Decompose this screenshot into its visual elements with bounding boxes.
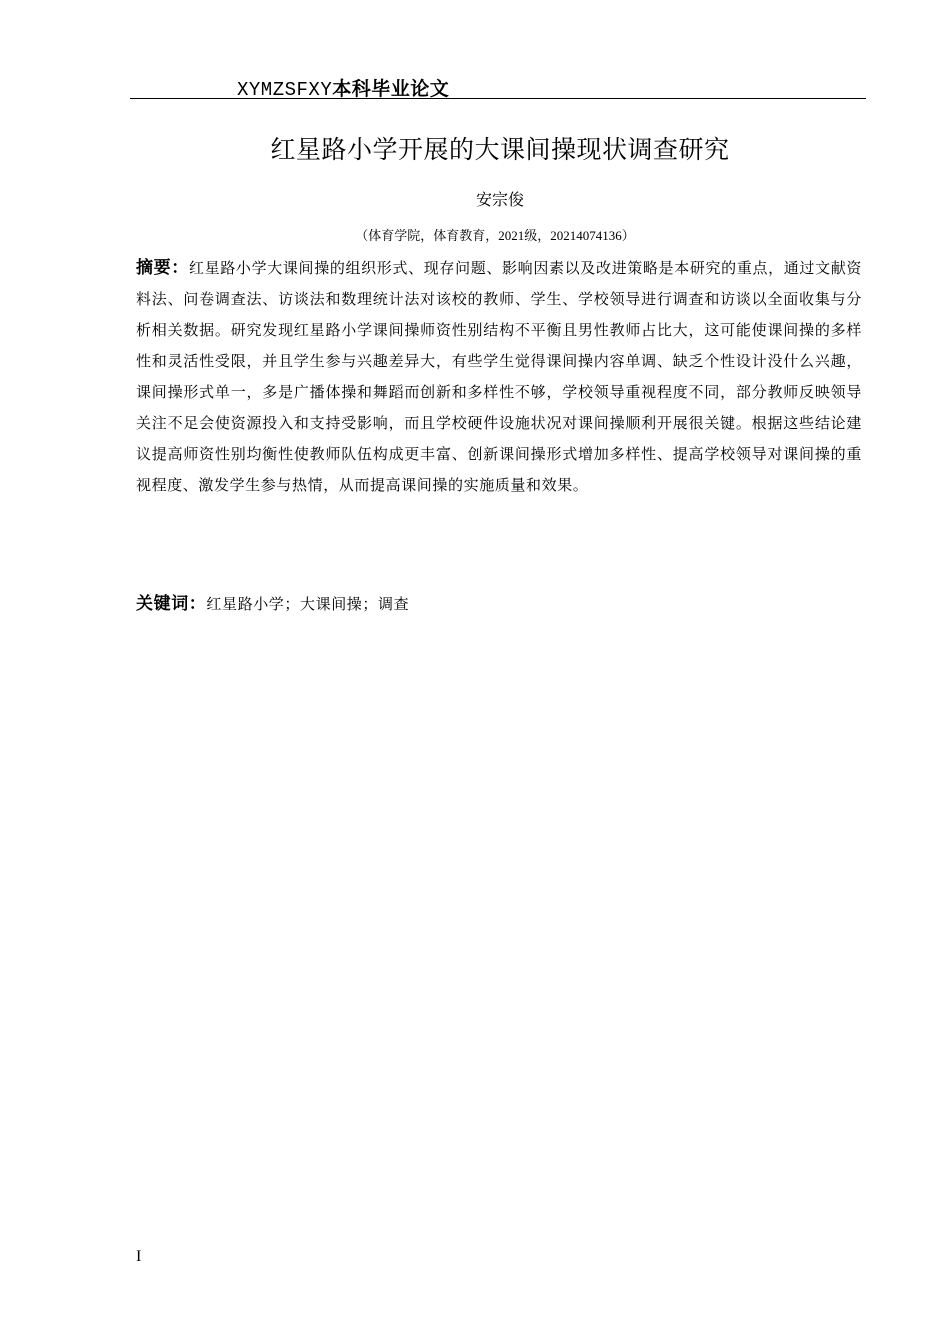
header-code: XYMZSFXY [237, 79, 333, 101]
paper-title: 红星路小学开展的大课间操现状调查研究 [270, 135, 730, 164]
running-header [237, 74, 449, 101]
abstract [136, 253, 862, 501]
page-number: I [136, 1248, 142, 1265]
author-affiliation: （体育学院，体育教育，2021级，20214074136） [355, 228, 635, 243]
header-label: 本科毕业论文 [332, 78, 450, 100]
abstract-text: 红星路小学大课间操的组织形式、现存问题、影响因素以及改进策略是本研究的重点，通过文献资料法、问卷调查法、访谈法和数理统计法对该校的教师、学生、学校领导进行调查和访谈以全面收集与分析相关数据。研究发现红星路小学课间操师资性别结构不平衡且男性教师占比大，这可能使课间操的多样性和灵活性受限，并且学生参与兴趣差异大，有些学生觉得课间操内容单调、缺乏个性设计没什么兴趣，课间操形式单一，多是广播体操和舞蹈而创新和多样性不够，学校领导重视程度不同，部分教师反映领导关注不足会使资源投入和支持受影响，而且学校硬件设施状况对课间操顺利开展很关键。根据这些结论建议提高师资性别均衡性使教师队伍构成更丰富、创新课间操形式增加多样性、提高学校领导对课间操的重视程度、激发学生参与热情，从而提高课间操的实施质量和效果。 [136, 259, 862, 494]
keywords-label: 关键词： [136, 594, 207, 614]
keywords-text: 红星路小学；大课间操；调查 [206, 595, 410, 613]
keywords [136, 589, 409, 614]
author-name: 安宗俊 [475, 190, 524, 209]
abstract-label: 摘要： [136, 258, 189, 278]
header-rule [130, 98, 866, 99]
